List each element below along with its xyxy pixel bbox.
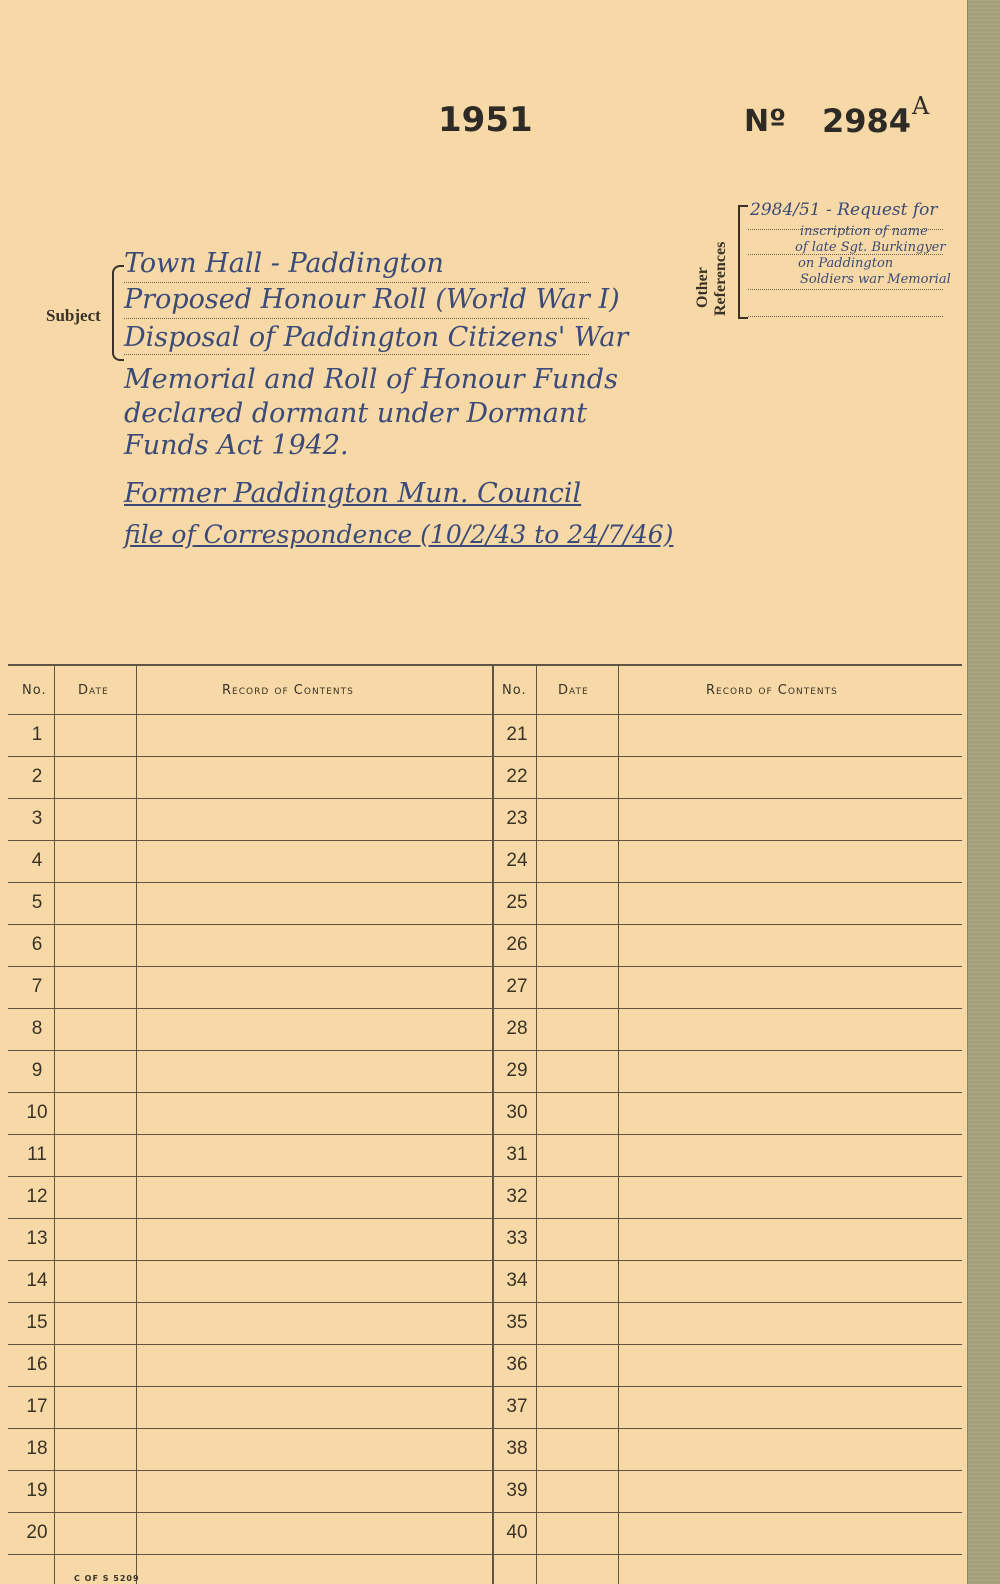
row-number: 22 <box>506 766 528 787</box>
other-references-label <box>690 208 740 318</box>
table-row <box>8 966 492 1009</box>
header-record: Record of Contents <box>222 683 354 698</box>
table-row <box>494 1344 962 1387</box>
row-number: 2 <box>31 766 43 787</box>
row-number: 23 <box>506 808 528 829</box>
table-row <box>8 1302 492 1345</box>
reference-line-3: of late Sgt. Burkingyer <box>795 240 946 255</box>
row-number: 35 <box>506 1312 528 1333</box>
record-table-left <box>8 666 492 1584</box>
row-number: 40 <box>506 1522 528 1543</box>
row-number: 25 <box>506 892 528 913</box>
row-number: 37 <box>506 1396 528 1417</box>
subject-label: Subject <box>46 306 101 325</box>
other-label-line1: Other <box>694 267 711 308</box>
row-number: 27 <box>506 976 528 997</box>
row-number: 36 <box>506 1354 528 1375</box>
row-number: 15 <box>26 1312 48 1333</box>
table-row <box>494 882 962 925</box>
table-row <box>494 1302 962 1345</box>
row-number: 19 <box>26 1480 48 1501</box>
row-number: 13 <box>26 1228 48 1249</box>
record-table <box>8 664 962 1584</box>
references-brace <box>738 205 748 319</box>
file-number-label: Nº <box>744 104 787 139</box>
table-header-right <box>494 666 962 715</box>
row-number: 14 <box>26 1270 48 1291</box>
row-number: 5 <box>31 892 43 913</box>
table-row <box>8 1008 492 1051</box>
table-row <box>494 924 962 967</box>
row-number: 38 <box>506 1438 528 1459</box>
header-no: No. <box>502 683 527 698</box>
binding-spine <box>967 0 1000 1584</box>
table-row <box>494 1092 962 1135</box>
subject-rule <box>124 318 589 319</box>
row-number: 21 <box>506 724 528 745</box>
table-row <box>8 1386 492 1429</box>
header-date: Date <box>78 683 109 698</box>
record-table-right <box>494 666 962 1584</box>
other-label-line2: References <box>712 241 729 316</box>
row-number: 7 <box>31 976 43 997</box>
row-number: 34 <box>506 1270 528 1291</box>
table-row <box>494 1260 962 1303</box>
table-row <box>8 1470 492 1513</box>
table-row <box>494 1218 962 1261</box>
table-row <box>494 1470 962 1513</box>
reference-line-2: inscription of name <box>800 224 928 239</box>
row-number: 8 <box>31 1018 43 1039</box>
table-row <box>494 1176 962 1219</box>
header-record: Record of Contents <box>706 683 838 698</box>
row-number: 9 <box>31 1060 43 1081</box>
reference-line-4: on Paddington <box>798 256 894 271</box>
row-number: 26 <box>506 934 528 955</box>
table-row <box>8 1176 492 1219</box>
file-number-suffix: A <box>912 92 930 120</box>
file-year: 1951 <box>438 100 533 140</box>
table-row <box>8 882 492 925</box>
subject-line-7: Former Paddington Mun. Council <box>124 478 582 509</box>
row-number: 30 <box>506 1102 528 1123</box>
table-row <box>8 1218 492 1261</box>
subject-line-6: Funds Act 1942. <box>124 430 349 461</box>
table-row <box>8 924 492 967</box>
table-row <box>8 1344 492 1387</box>
references-rule <box>748 289 943 290</box>
row-number: 32 <box>506 1186 528 1207</box>
row-number: 17 <box>26 1396 48 1417</box>
table-row <box>8 1260 492 1303</box>
reference-line-5: Soldiers war Memorial <box>800 272 951 287</box>
table-row <box>494 1512 962 1555</box>
table-row <box>494 714 962 757</box>
header-no: No. <box>22 683 47 698</box>
subject-brace <box>112 265 124 361</box>
table-row <box>8 714 492 757</box>
row-number: 6 <box>31 934 43 955</box>
table-row <box>494 1008 962 1051</box>
table-row <box>494 798 962 841</box>
subject-rule <box>124 354 589 355</box>
table-row <box>494 966 962 1009</box>
row-number: 31 <box>506 1144 528 1165</box>
row-number: 24 <box>506 850 528 871</box>
table-row <box>8 798 492 841</box>
row-number: 28 <box>506 1018 528 1039</box>
table-row <box>494 756 962 799</box>
subject-line-2: Proposed Honour Roll (World War I) <box>124 284 620 315</box>
subject-line-5: declared dormant under Dormant <box>124 398 588 429</box>
table-row <box>494 840 962 883</box>
reference-line-1: 2984/51 - Request for <box>750 200 938 220</box>
row-number: 10 <box>26 1102 48 1123</box>
row-number: 12 <box>26 1186 48 1207</box>
table-row <box>8 1428 492 1471</box>
file-number: 2984 <box>822 102 912 140</box>
table-row <box>8 1092 492 1135</box>
table-header-left <box>8 666 492 715</box>
subject-rule <box>124 282 589 283</box>
row-number: 33 <box>506 1228 528 1249</box>
table-row <box>494 1386 962 1429</box>
form-code: C OF S 5209 <box>74 1574 140 1583</box>
table-row <box>8 1050 492 1093</box>
table-row <box>8 1512 492 1555</box>
subject-line-3: Disposal of Paddington Citizens' War <box>124 322 629 353</box>
table-row <box>8 756 492 799</box>
table-row <box>494 1134 962 1177</box>
row-number: 16 <box>26 1354 48 1375</box>
table-row <box>8 840 492 883</box>
row-number: 20 <box>26 1522 48 1543</box>
row-number: 39 <box>506 1480 528 1501</box>
row-number: 3 <box>31 808 43 829</box>
row-number: 11 <box>27 1144 47 1165</box>
header-date: Date <box>558 683 589 698</box>
subject-line-8: file of Correspondence (10/2/43 to 24/7/46) <box>124 520 674 549</box>
row-number: 4 <box>31 850 43 871</box>
subject-line-1: Town Hall - Paddington <box>124 248 444 279</box>
table-row <box>8 1134 492 1177</box>
row-number: 18 <box>26 1438 48 1459</box>
table-row <box>494 1050 962 1093</box>
row-number: 29 <box>506 1060 528 1081</box>
subject-line-4: Memorial and Roll of Honour Funds <box>124 364 618 395</box>
references-rule <box>748 316 943 317</box>
table-row <box>494 1428 962 1471</box>
row-number: 1 <box>31 724 43 745</box>
